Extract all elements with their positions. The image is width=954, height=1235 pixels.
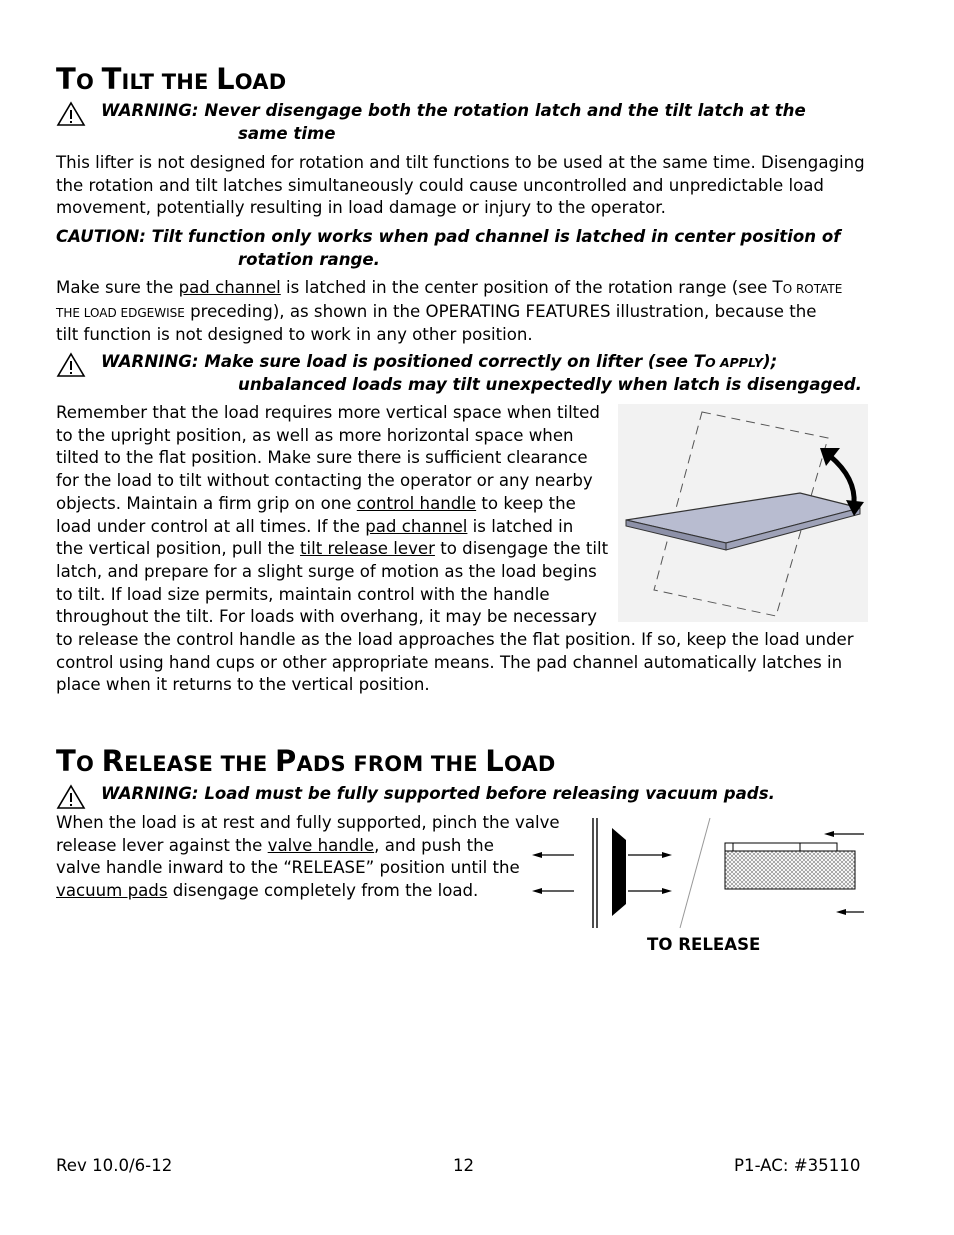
footer-revision: Rev 10.0/6-12: [56, 1156, 173, 1175]
warning-load-position-line1: WARNING: Make sure load is positioned correctly on lifter (see TO APPLY);: [101, 352, 778, 371]
valve-handle-link[interactable]: valve handle: [267, 835, 375, 855]
control-handle-link[interactable]: control handle: [356, 493, 477, 513]
release-pads-illustration: [530, 814, 866, 932]
paragraph-not-designed: This lifter is not designed for rotation and tilt functions to be used at the same time. Disengaging the rotation and tilt latches simultaneously could cause uncontrolled and unpredictable load movement, potentially resulting in load damage or injury to the operator.: [56, 153, 865, 218]
warning-icon: [56, 352, 86, 378]
footer-document-id: P1-AC: #35110: [734, 1156, 861, 1175]
warning-rotation-tilt-line1: WARNING: Never disengage both the rotation latch and the tilt latch at the: [101, 101, 806, 120]
pad-channel-link[interactable]: pad channel: [178, 278, 281, 297]
caution-line2: rotation range.: [238, 250, 380, 269]
section-heading-tilt: TO TILT THE LOAD: [56, 62, 287, 96]
paragraph-release-valve: When the load is at rest and fully supported, pinch the valve release lever against the valve handle, and push the valve handle inward to the “RELEASE” position until the vacuum pads disengage completely from the load.: [56, 813, 560, 901]
pad-channel-link[interactable]: pad channel: [365, 516, 468, 536]
warning-fully-supported: WARNING: Load must be fully supported before releasing vacuum pads.: [101, 784, 775, 803]
warning-icon: [56, 784, 86, 810]
tilt-load-illustration: [618, 404, 868, 622]
warning-load-position-line2: unbalanced loads may tilt unexpectedly when latch is disengaged.: [238, 375, 862, 394]
caution-line1: CAUTION: Tilt function only works when pad channel is latched in center position of: [56, 227, 841, 246]
paragraph-pad-channel-center: Make sure the pad channel is latched in the center position of the rotation range (see TO ROTATE THE LOAD EDGEWISE preceding), as shown in the OPERATING FEATURES illustration, because the tilt function is not designed to work in any other position.: [56, 278, 843, 345]
section-heading-release-pads: TO RELEASE THE PADS FROM THE LOAD: [56, 744, 556, 778]
figure-caption-to-release: TO RELEASE: [647, 935, 761, 954]
vacuum-pads-link[interactable]: vacuum pads: [56, 881, 168, 901]
paragraph-tilt-clearance: Remember that the load requires more vertical space when tilted to the upright position, as well as more horizontal space when tilted to the flat position. Make sure there is sufficient clearance for the load to tilt without contacting the operator or any nearby objects. Maintain a firm grip on one control handle to keep the load under control at all times. If the pad channel is latched in the vertical position, pull the tilt release lever to disengage the tilt latch, and prepare for a slight surge of motion as the load begins to tilt. If load size permits, maintain control with the handle throughout the tilt. For loads with overhang, it may be necessary to release the control handle as the load approaches the flat position. If so, keep the load under control using hand cups or other appropriate means. The pad channel automatically latches in place when it returns to the vertical position.: [56, 403, 854, 695]
tilt-release-lever-link[interactable]: tilt release lever: [299, 539, 435, 559]
footer-page-number: 12: [453, 1156, 475, 1175]
warning-icon: [56, 101, 86, 127]
warning-rotation-tilt-line2: same time: [238, 124, 336, 143]
